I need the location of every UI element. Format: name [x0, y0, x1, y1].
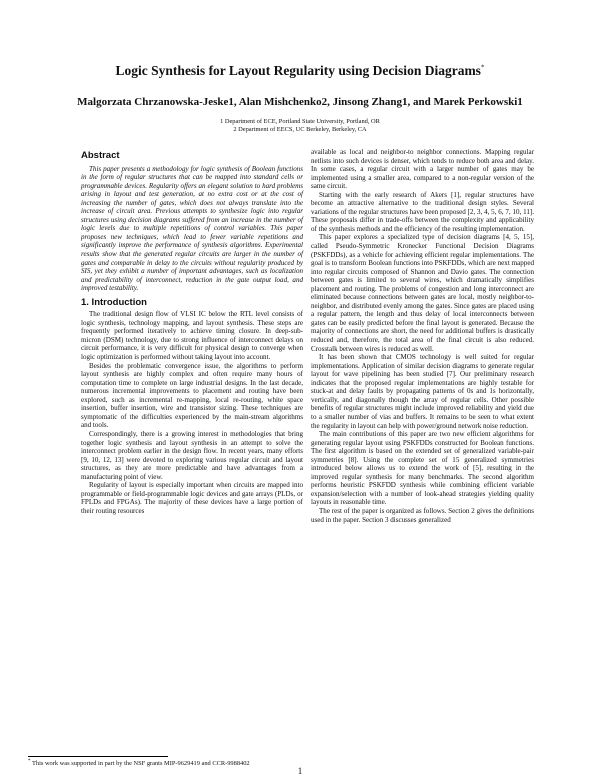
body-paragraph: The main contributions of this paper are two new efficient algorithms for generating regular layout using PSKFDDs constructed for Boolean functions. The first algorithm is based on the extended set of generalized variable-pair symmetries [8]. Using the complete set of 15 generalized symmetries introduced below allows us to extend the work of [5], resulting in the improved regular synthesis for many benchmarks. The second algorithm performs heuristic PSKFDD synthesis while combining efficient variable expansion/selection with a number of look-ahead strategies yielding quality layouts in reasonable time. [311, 430, 534, 507]
title-text: Logic Synthesis for Layout Regularity using Decision Diagrams [115, 63, 481, 78]
abstract-heading: Abstract [81, 150, 120, 161]
footnote-divider [28, 756, 168, 757]
body-paragraph: The rest of the paper is organized as follows. Section 2 gives the definitions used in the paper. Section 3 discusses generalized [311, 506, 534, 524]
page-number: 1 [297, 766, 303, 776]
introduction-heading: 1. Introduction [81, 296, 147, 308]
body-paragraph: Starting with the early research of Akers [1], regular structures have become an attractive alternative to the traditional design styles. Several variations of the regular structures have been proposed [2, 3, 4, 5, 6, 7, 10, 11]. These proposals differ in trade-offs between the complexity and applicability of the synthesis methods and the efficiency of the resulting implementation. [311, 190, 534, 233]
affiliation-1: 1 Department of ECE, Portland State University, Portland, OR [220, 118, 380, 125]
intro-paragraph: Regularity of layout is especially important when circuits are mapped into programmable or field-programmable logic devices and gate arrays (PLDs, or FPLDs and FPGAs). The majority of these devices have a large portion of their routing resources [81, 481, 303, 515]
left-column [81, 148, 303, 515]
body-paragraph: This paper explores a specialized type of decision diagrams [4, 5, 15], called Pseudo-Symmetric Kronecker Functional Decision Diagrams (PSKFDDs), as a vehicle for achieving efficient regular implementations. The goal is to transform Boolean functions into PSKFDDs, which are next mapped into regular circuits composed of Shannon and Davio gates. The connection between gates is limited to several wires, which dramatically simplifies placement and routing. The problems of congestion and long interconnect are eliminated because connections between gates are local, mostly neighbor-to-neighbor, and distributed evenly among the gates. Since gates are placed using a regular pattern, the length and thus delay of local interconnects between gates can be easily predicted before the final layout is generated. Because the majority of connections are short, the need for additional buffers is drastically reduced and, therefore, the total area of the final circuit is also reduced. Crosstalk between wires is reduced as well. [311, 233, 534, 353]
intro-paragraph: The traditional design flow of VLSI IC below the RTL level consists of logic synthesis, technology mapping, and layout synthesis. These steps are frequently performed iteratively to achieve timing closure. In deep-sub-micron (DSM) technology, due to strong influence of interconnect delays on circuit performance, it is very difficult for physical design to converge when logic optimization is performed without taking layout into account. [81, 310, 303, 362]
abstract-text: This paper presents a methodology for logic synthesis of Boolean functions in the form of regular structures that can be mapped into standard cells or programmable devices. Regularity offers an elegant solution to hard problems arising in layout and test generation, at no extra cost or at the cost of increasing the number of gates, which does not always translate into the increase of circuit area. Previous attempts to synthesize logic into regular structures using decision diagrams suffered from an increase in the number of logic levels due to multiple repetitions of control variables. This paper proposes new techniques, which lead to fewer variable repetitions and significantly improve the performance of synthesis algorithms. Experimental results show that the generated regular circuits are larger in the number of gates and comparable in delay to the circuits without regularity produced by SIS, yet they exhibit a number of important advantages, such as localization and predictability of interconnect, reduction in the gate output load, and improved testability. [81, 164, 303, 293]
body-paragraph: available as local and neighbor-to neighbor connections. Mapping regular netlists into such devices is denser, which tends to reduce both area and delay. In some cases, a regular circuit with a larger number of gates may be implemented using a smaller area, compared to a non-regular version of the same circuit. [311, 148, 534, 191]
intro-paragraph: Besides the problematic convergence issue, the algorithms to perform layout synthesis are highly complex and often require many hours of computation time to complete on large industrial designs. In the last decade, numerous incremental improvements to placement and routing have been explored, such as incremental re-mapping, local re-routing, white space insertion, buffer insertion, wire and transistor sizing. These techniques are symptomatic of the difficulties experienced by the main-stream algorithms and tools. [81, 361, 303, 430]
abstract-body [81, 165, 303, 293]
body-paragraph: It has been shown that CMOS technology is well suited for regular implementations. Application of similar decision diagrams to generate regular layout for wave pipelining has been studied [7]. Our preliminary research indicates that the proposed regular implementations are highly testable for stuck-at and delay faults by propagating patterns of 0s and 1s horizontally, vertically, and diagonally though the array of regular cells. Other possible benefits of regular structures might include improved reliability and yield due to a smaller number of vias and buffers. It remains to be seen to what extent the regularity in layout can help with power/ground network noise reduction. [311, 353, 534, 430]
intro-paragraph: Correspondingly, there is a growing interest in methodologies that bring together logic synthesis and layout synthesis in an attempt to solve the interconnect problem earlier in the design flow. In recent years, many efforts [9, 10, 12, 13] were devoted to exploring various regular circuit and layout structures, as they are more predictable and have advantages from a manufacturing point of view. [81, 429, 303, 481]
paper-title [40, 63, 560, 79]
footnote-text: This work was supported in part by the NSF grants MIP-9629419 and CCR-9988402 [30, 760, 250, 768]
footnote-mark: * [28, 759, 31, 764]
author-list: Malgorzata Chrzanowska-Jeske1, Alan Mishchenko2, Jinsong Zhang1, and Marek Perkowski1 [77, 96, 523, 108]
title-footnote-mark: * [480, 63, 485, 72]
right-column [311, 148, 534, 524]
affiliation-2: 2 Department of EECS, UC Berkeley, Berkeley, CA [233, 126, 367, 133]
